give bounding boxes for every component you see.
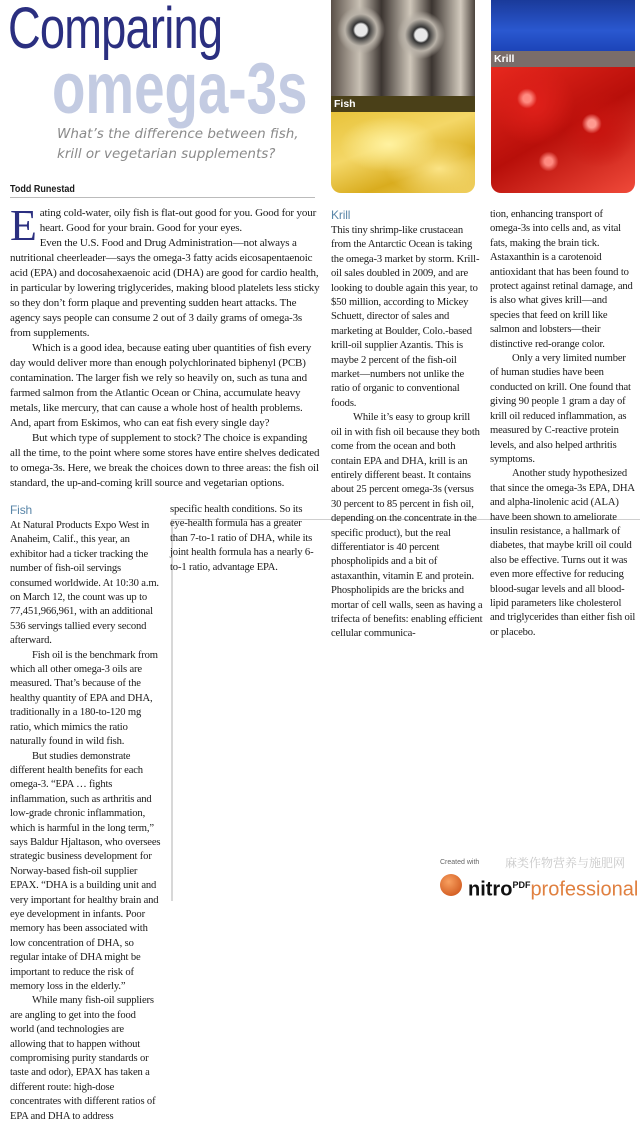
title-omega-3s: omega-3s	[52, 49, 308, 129]
krill-paragraph: Another study hypothesized that since the omega-3s EPA, DHA and alpha-linolenic acid (ALA) have been shown to ameliorate insulin resistance, a hallmark of diabetes, that maybe krill oil could also be effective. Turns out it was even more effective for reducing blood-sugar levels and all blood-lipid parameters like cholesterol and triglycerides than either fish oil or placebo.	[490, 468, 636, 638]
krill-paragraph: While it’s easy to group krill oil in with fish oil because they both come from the ocean and both contain EPA and DHA, krill is an entirely different beast. It contains about 25 percent omega-3s (versus 30 percent to 85 percent in fish oil, depending on the concentrate in the specific product), but the real differentiator is 40 percent phospholipids and a bit of astaxanthin, vitamin E and protein. Phospholipids are the bricks and mortar of cell walls, seen as having a trifecta of benefits: enabling efficient cellular communica-	[331, 412, 483, 640]
nitro-brand: nitro$^{PDF}$professional	[468, 878, 639, 901]
intro-text	[10, 201, 320, 491]
site-watermark: 麻类作物营养与施肥网	[505, 856, 626, 870]
intro-paragraph: Which is a good idea, because eating uber quantities of fish every day would deliver more than enough polychlorinated biphenyl (PCB) contamination. The larger fish we rely so heavily on, such as tuna and farmed salmon from the Atlantic Ocean or China, accumulate heavy metals, like mercury, that can cause a whole host of health problems. And, apart from Eskimos, who can eat fish every single day?	[10, 342, 312, 429]
krill-paragraph: Only a very limited number of human studies have been conducted on krill. One found that giving 90 people 1 gram a day of krill oil reduced inflammation, as measured by C-reactive protein levels, and also helped arthritis symptoms.	[490, 353, 631, 465]
left-article-flow	[10, 201, 320, 1124]
fish-paragraph: While many fish-oil suppliers are angling to get into the food world (and technologies are allowing that to happen without compromising purity standards or taste and odor), EPAX has taken a different route: high-dose concentrates with different ratios of EPA and DHA to address	[10, 995, 156, 1122]
fish-paragraph: But studies demonstrate different health benefits for each omega-3. “EPA … fights inflammation, such as arthritis and low-grade chronic inflammation, which is harmful in the long term,” says Baldur Hjaltason, who oversees strategic business development for Norway-based fish-oil supplier EPAX. “DHA is a building unit and very important for healthy brain and eye development in infants. Poor memory has been associated with low concentration of DHA, so regular intake of DHA might be important to reduce the risk of memory loss in the elderly.”	[10, 750, 161, 992]
fish-image	[331, 0, 475, 193]
divider	[10, 197, 315, 198]
krill-image-label: Krill	[491, 51, 635, 67]
krill-column-1	[331, 208, 483, 642]
subtitle: What’s the difference between fish, krill or vegetarian supplements?	[57, 126, 299, 162]
fish-paragraph: specific health conditions. So its eye-health formula has a greater than 7-to-1 ratio of DHA, while its joint health formula has a nearly 6-to-1 ratio, advantage EPA.	[170, 504, 314, 573]
fish-image-label: Fish	[331, 96, 475, 112]
krill-paragraph: This tiny shrimp-like crustacean from the Antarctic Ocean is taking the omega-3 market by storm. Krill-oil sales doubled in 2009, and are looking to double again this year, to $50 million, according to Mickey Schuett, director of sales and marketing at Boulder, Colo.-based krill-oil supplier Azantis. This is maybe 2 percent of the fish-oil market—numbers not unlike the ratio of organic to conventional foods.	[331, 225, 480, 409]
intro-paragraph: Even the U.S. Food and Drug Administration—not always a nutritional cheerleader—says the omega-3 fatty acids eicosapentaenoic acid (EPA) and docosahexaenoic acid (DHA) are good for cardio health, in particular by lowering triglycerides, making blood platelets less sticky so they don’t form plaque and preventing sudden heart attacks. The agency says people can consume 2 out of 3 daily grams of omega-3s from supplements.	[10, 237, 320, 339]
intro-paragraph: Eating cold-water, oily fish is flat-out good for you. Good for your heart. Good for your brain. Good for your eyes.	[10, 201, 317, 250]
fish-heading: Fish	[10, 503, 33, 517]
fish-paragraph: Fish oil is the benchmark from which all other omega-3 oils are measured. That’s because of the healthy quantity of EPA and DHA, traditionally in a 180-to-120 mg ratio, which mimics the ratio naturally found in wild fish.	[10, 649, 158, 748]
intro-paragraph: But which type of supplement to stock? The choice is expanding all the time, to the point where some stores have entire shelves dedicated to omega-3s. Here, we break the choices down to three areas: the fish oil standard, the up-and-coming krill source and vegetarian options.	[10, 432, 320, 489]
title-comparing: Comparing	[8, 0, 223, 61]
fish-column-2	[170, 503, 320, 1124]
created-with-label: Created with	[440, 859, 480, 866]
fish-column-1	[10, 503, 162, 1124]
fish-paragraph: At Natural Products Expo West in Anaheim, Calif., this year, an exhibitor had a ticker tracking the number of fish-oil servings consumed worldwide. At 10:30 a.m. on March 12, the count was up to 77,451,966,961, with an additional 536 servings tallied every second afterward.	[10, 520, 159, 647]
krill-image	[491, 0, 635, 193]
fish-section	[10, 503, 320, 1124]
author-byline: Todd Runestad	[10, 184, 75, 195]
krill-column-2	[490, 208, 636, 640]
krill-heading: Krill	[331, 208, 351, 222]
nitro-logo-icon	[440, 874, 462, 896]
drop-cap: E	[10, 201, 37, 250]
krill-paragraph: tion, enhancing transport of omega-3s into cells and, as vital fats, making the brain tick. Astaxanthin is a carotenoid antioxidant that has been found to protect against retinal damage, and is also what gives krill—and species that feed on krill like salmon and lobsters—their distinctive red-orange color.	[490, 209, 633, 350]
